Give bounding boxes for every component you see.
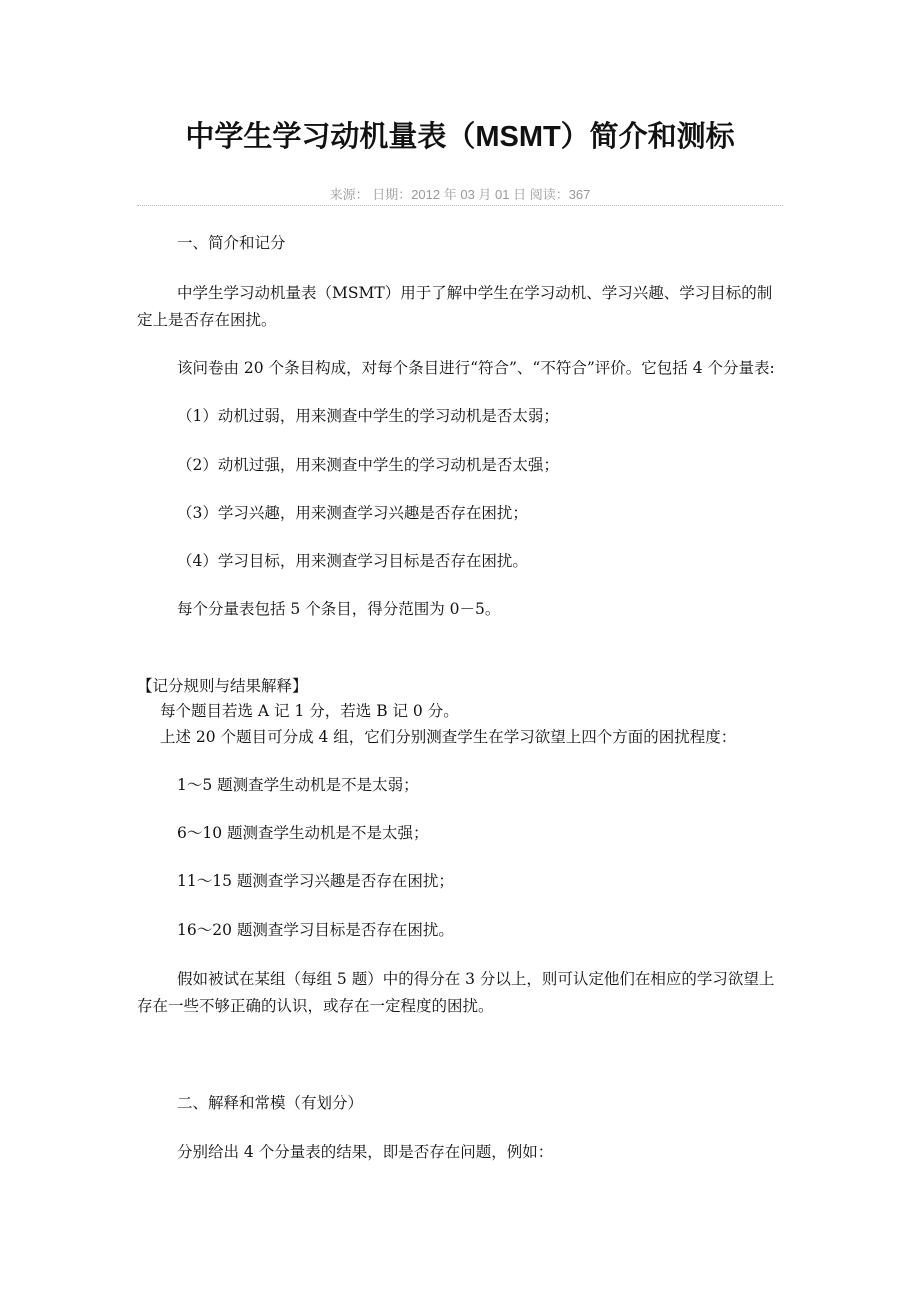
section-heading: 一、简介和记分 [177, 234, 286, 252]
section-heading: 二、解释和常模（有划分） [177, 1094, 364, 1112]
article-meta: 来源： 日期：2012 年 03 月 01 日 阅读：367 [329, 187, 591, 202]
paragraph: 每个题目若选 A 记 1 分，若选 B 记 0 分。 [160, 702, 459, 720]
list-item: 6～10 题测查学生动机是不是太强； [177, 824, 429, 842]
list-item: 1～5 题测查学生动机是不是太弱； [177, 776, 419, 794]
paragraph: 中学生学习动机量表（MSMT）用于了解中学生在学习动机、学习兴趣、学习目标的制定上是否存在困扰。 [137, 284, 773, 329]
list-item: （4）学习目标，用来测查学习目标是否存在困扰。 [177, 552, 528, 570]
paragraph: 分别给出 4 个分量表的结果，即是否存在问题，例如： [177, 1143, 554, 1161]
list-item: （3）学习兴趣，用来测查学习兴趣是否存在困扰； [177, 504, 528, 522]
list-item: 11～15 题测查学习兴趣是否存在困扰； [177, 872, 454, 890]
list-item: （2）动机过强，用来测查中学生的学习动机是否太强； [177, 456, 559, 474]
page-title: 中学生学习动机量表（MSMT）简介和测标 [185, 121, 735, 153]
paragraph: 每个分量表包括 5 个条目，得分范围为 0－5。 [177, 600, 501, 618]
section-heading: 【记分规则与结果解释】 [137, 677, 308, 695]
paragraph: 假如被试在某组（每组 5 题）中的得分在 3 分以上，则可认定他们在相应的学习欲望上存在一些不够正确的认识，或存在一定程度的困扰。 [137, 970, 775, 1015]
paragraph: 该问卷由 20 个条目构成，对每个条目进行“符合”、“不符合”评价。它包括 4 个分量表: [177, 359, 775, 377]
divider [137, 205, 783, 206]
list-item: 16～20 题测查学习目标是否存在困扰。 [177, 921, 454, 939]
paragraph: 上述 20 个题目可分成 4 组，它们分别测查学生在学习欲望上四个方面的困扰程度： [160, 728, 737, 746]
list-item: （1）动机过弱，用来测查中学生的学习动机是否太弱； [177, 407, 559, 425]
